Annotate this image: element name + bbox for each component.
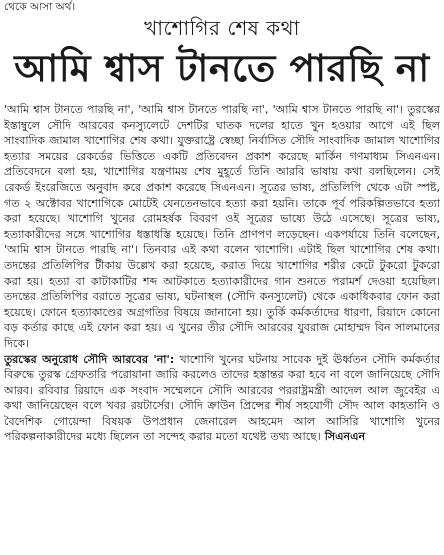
article-kicker: খাশোগির শেষ কথা [144, 16, 300, 40]
article-subhead: তুরস্কের অনুরোধ সৌদি আরবের 'না': [4, 352, 175, 366]
article-headline: আমি শ্বাস টানতে পারছি না [14, 47, 430, 90]
article-paragraph [4, 352, 440, 446]
article-byline: সিএনএন [324, 430, 366, 444]
article-paragraph [4, 102, 440, 352]
paragraph-text: 'আমি শ্বাস টানতে পারছি না', 'আমি শ্বাস টানতে পারছি না', 'আমি শ্বাস টানতে পারছি না'। তুরস্কের ইস্তাম্বুলে সৌদি আরবের কনস্যুলেটে দেশটির ঘাতক দলের হাতে খুন হওয়ার আগে এই ছিল সাংবাদিক জামাল খাশোগির শেষ কথা। যুক্তরাষ্ট্রে স্বেচ্ছা নির্বাসিত সৌদি সাংবাদিক জামাল খাশোগির হত্যার সময়ের রেকর্ডের ভিত্তিতে একটি প্রতিবেদন প্রকাশ করেছে মার্কিন গণমাধ্যম সিএনএন। প্রতিবেদনে বলা হয়, খাশোগির যন্ত্রণাময় শেষ মুহূর্তে তিনি আরবি ভাষায় কথা বলছিলেন। সেই রেকর্ড ইংরেজিতে অনুবাদ করে প্রকাশ করেছে সিএনএন। সূত্রের ভাষ্য, প্রতিলিপি থেকে এটা স্পষ্ট, গত ২ অক্টোবর খাশোগিকে মোটেই যেনতেনভাবে হত্যা করা হয়নি। তাকে পূর্ব পরিকল্পিতভাবে হত্যা করা হয়েছে। খাশোগি খুনের রোমহর্ষক বিবরণ ওই সূত্রের ভাষ্যে উঠে এসেছে। সূত্রের ভাষ্য, হত্যাকারীদের সঙ্গে খাশোগির ধস্তাধস্তি হয়েছে। তিনি প্রাণপণ লড়েছেন। একপর্যায়ে তিনি বলেছেন, 'আমি শ্বাস টানতে পারছি না'। তিনবার এই কথা বলেন খাশোগি। এটাই ছিল খাশোগির শেষ কথা। তদন্তের প্রতিলিপির টীকায় উল্লেখ করা হয়েছে, করাত দিয়ে খাশোগির শরীর কেটে টুকরো টুকরো করা হয়। হত্যা বা কাটাকাটির শব্দ আটকাতে হত্যাকারীদের গান শুনতে পরামর্শ দেওয়া হয়েছিল। তদন্তের প্রতিলিপির বরাতে সূত্রের ভাষ্য, ঘটনাস্থল (সৌদি কনস্যুলেট) থেকে একাধিকবার ফোন করা হয়েছে। ফোনে হত্যাকাণ্ডের অগ্রগতির বিষয়ে জানানো হয়। তুর্কি কর্মকর্তাদের ধারণা, রিয়াদে কোনো বড় কর্তার কাছে এই ফোন করা হয়। এ খুনের তীর সৌদি আরবের যুবরাজ মোহাম্মদ বিন সালমানের দিকে। [4, 103, 440, 350]
article-body [4, 102, 440, 552]
previous-article-snippet: থেকে আসা অর্থ। [4, 1, 76, 13]
paragraph-text: খাশোগি খুনের ঘটনায় সাবেক দুই ঊর্ধ্বতন সৌদি কর্মকর্তার বিরুদ্ধে তুরস্ক গ্রেফতারি পরোয়ানা জারি করলেও তাদের হস্তান্তর করা হবে না বলে জানিয়েছে সৌদি আরব। রবিবার রিয়াদে এক সংবাদ সম্মেলনে সৌদি আরবের পররাষ্ট্রমন্ত্রী আদেল আল জুবেইর এ কথা জানিয়েছেন বলে খবর রয়টার্সের। সৌদি ক্রাউন প্রিন্সের শীর্ষ সহযোগী সৌদ আল কাহতানি ও বৈদেশিক গোয়েন্দা বিষয়ক উপপ্রধান জেনারেল আহমেদ আল আসিরি খাশোগি খুনের পরিকল্পনাকারীদের মধ্যে ছিলেন তা সন্দেহ করার মতো যথেষ্ট তথ্য আছে। [4, 352, 440, 444]
